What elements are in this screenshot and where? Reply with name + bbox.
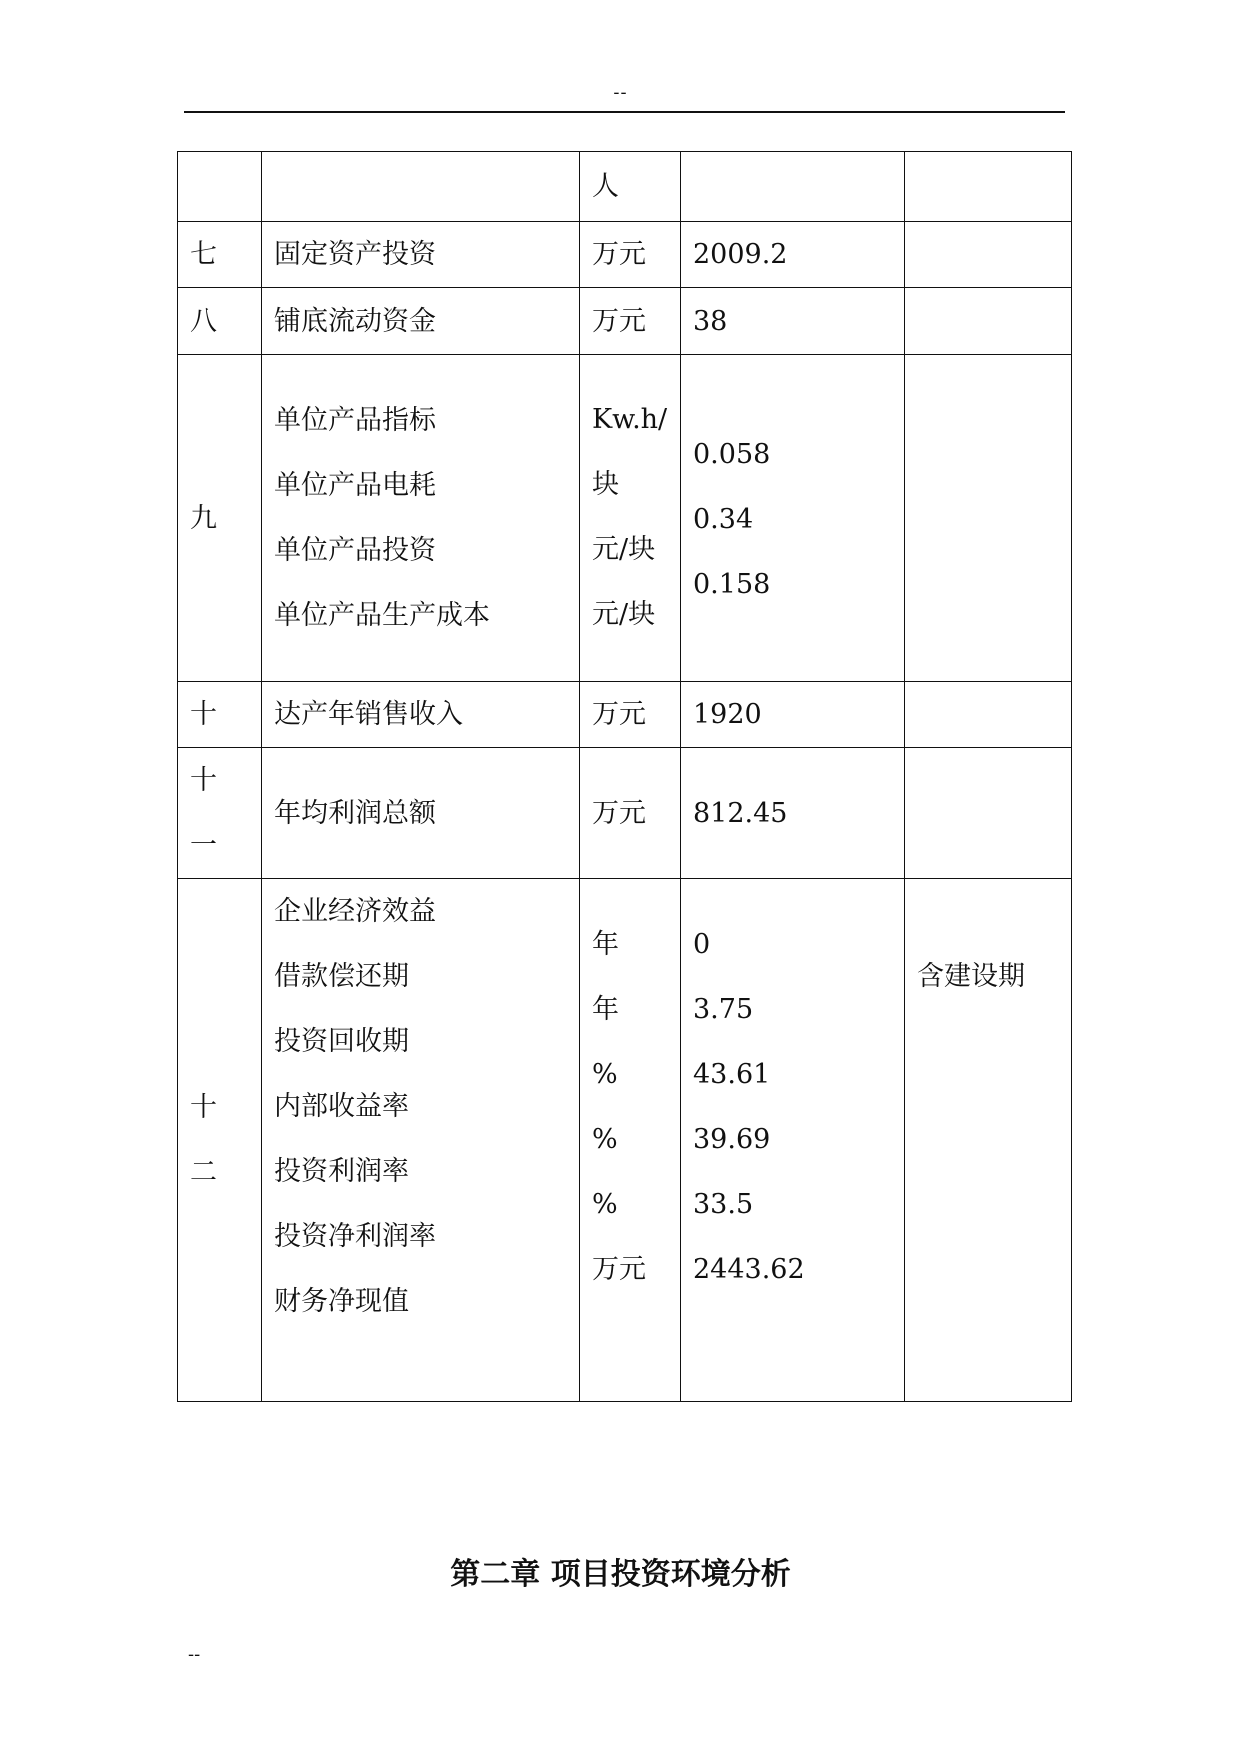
- value-cell: [681, 152, 905, 222]
- seq-line: 十: [190, 765, 217, 796]
- table-row: [178, 748, 1072, 879]
- unit-line: %: [592, 1189, 618, 1220]
- item-line: 财务净现值: [274, 1286, 409, 1317]
- item-cell: [262, 152, 580, 222]
- value-line: 39.69: [693, 1124, 771, 1155]
- value-cell: 2009.2: [681, 222, 905, 288]
- seq-cell: 九: [178, 355, 262, 682]
- unit-cell: 万元: [580, 682, 681, 748]
- unit-cell: [580, 879, 681, 1402]
- value-line: 0.34: [693, 503, 754, 535]
- item-cell: [262, 879, 580, 1402]
- value-line: 3.75: [693, 994, 754, 1025]
- unit-line: %: [592, 1124, 618, 1155]
- table-row: [178, 152, 1072, 222]
- item-cell: [262, 355, 580, 682]
- item-line: 投资回收期: [274, 1026, 409, 1057]
- unit-cell: 人: [580, 152, 681, 222]
- value-line: 33.5: [693, 1189, 754, 1220]
- seq-line: 二: [190, 1157, 217, 1188]
- unit-line: %: [592, 1059, 618, 1090]
- item-line: 企业经济效益: [274, 896, 436, 927]
- unit-cell: 万元: [580, 288, 681, 355]
- header-rule: [184, 111, 1065, 113]
- note-cell: [905, 682, 1072, 748]
- item-line: 单位产品投资: [274, 535, 436, 566]
- unit-line: 万元: [592, 1254, 646, 1285]
- item-cell: 固定资产投资: [262, 222, 580, 288]
- item-cell: 年均利润总额: [262, 748, 580, 879]
- economic-indicators-table: [177, 151, 1072, 1402]
- table-row: [178, 355, 1072, 682]
- note-cell: [905, 355, 1072, 682]
- item-line: 单位产品电耗: [274, 470, 436, 501]
- value-cell: [681, 355, 905, 682]
- item-cell: 达产年销售收入: [262, 682, 580, 748]
- value-line: 43.61: [693, 1059, 771, 1090]
- seq-cell: 八: [178, 288, 262, 355]
- item-line: 内部收益率: [274, 1091, 409, 1122]
- item-cell: 铺底流动资金: [262, 288, 580, 355]
- item-line: 投资利润率: [274, 1156, 409, 1187]
- unit-line: Kw.h/: [592, 404, 668, 435]
- unit-line: 元/块: [592, 534, 656, 565]
- note-cell: [905, 222, 1072, 288]
- seq-line: 一: [190, 830, 217, 861]
- value-line: 0.158: [693, 568, 771, 600]
- chapter-title: 第二章 项目投资环境分析: [450, 1557, 791, 1592]
- note-cell: 含建设期: [905, 879, 1072, 1402]
- item-line: 投资净利润率: [274, 1221, 436, 1252]
- unit-cell: 万元: [580, 748, 681, 879]
- seq-cell: [178, 748, 262, 879]
- value-line: 0: [693, 929, 711, 960]
- unit-line: 块: [592, 469, 619, 500]
- unit-line: 年: [592, 994, 619, 1025]
- note-cell: [905, 152, 1072, 222]
- seq-cell: 七: [178, 222, 262, 288]
- page-footer-mark: --: [188, 1644, 201, 1665]
- item-line: 借款偿还期: [274, 961, 409, 992]
- unit-cell: 万元: [580, 222, 681, 288]
- seq-line: 十: [190, 1092, 217, 1123]
- seq-cell: 十: [178, 682, 262, 748]
- item-line: 单位产品生产成本: [274, 600, 490, 631]
- value-line: 2443.62: [693, 1254, 805, 1285]
- value-line: 0.058: [693, 438, 771, 470]
- value-cell: 812.45: [681, 748, 905, 879]
- seq-cell: [178, 152, 262, 222]
- value-cell: 1920: [681, 682, 905, 748]
- unit-cell: [580, 355, 681, 682]
- table-row: [178, 288, 1072, 355]
- table-row: [178, 879, 1072, 1402]
- unit-line: 元/块: [592, 599, 656, 630]
- note-cell: [905, 748, 1072, 879]
- value-cell: [681, 879, 905, 1402]
- unit-line: 年: [592, 929, 619, 960]
- note-cell: [905, 288, 1072, 355]
- value-cell: 38: [681, 288, 905, 355]
- table-row: [178, 222, 1072, 288]
- item-line: 单位产品指标: [274, 405, 436, 436]
- page-header-mark: --: [613, 82, 628, 103]
- table-row: [178, 682, 1072, 748]
- seq-cell: [178, 879, 262, 1402]
